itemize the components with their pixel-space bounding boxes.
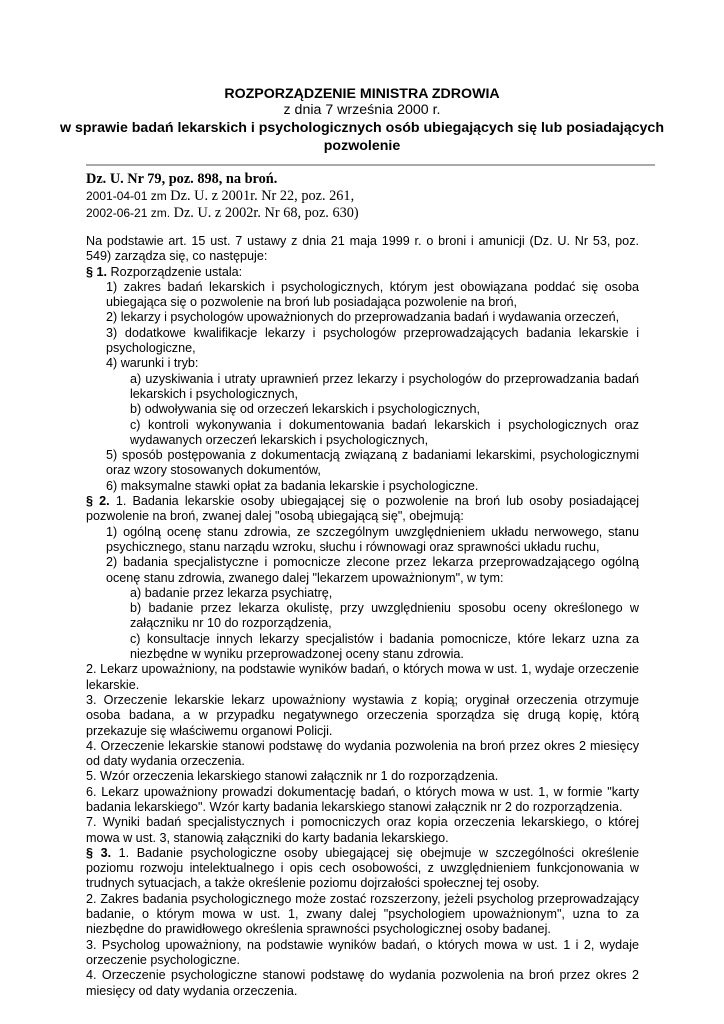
paragraph: 3. Psycholog upoważniony, na podstawie wyników badań, o których mowa w ust. 1 i 2, wydaje orzeczenie psychologiczne. bbox=[86, 937, 639, 967]
intro-paragraph: Na podstawie art. 15 ust. 7 ustawy z dnia 21 maja 1999 r. o broni i amunicji (Dz. U. Nr 53, poz. 549) zarządza się, co następuje: bbox=[86, 234, 639, 264]
amendment-2-ref: Dz. U. z 2002r. Nr 68, poz. 630) bbox=[173, 205, 359, 221]
document-subject: w sprawie badań lekarskich i psychologicznych osób ubiegających się lub posiadających pozwolenie bbox=[60, 120, 664, 154]
sub-list-item: a) badanie przez lekarza psychiatrę, bbox=[130, 585, 333, 600]
sub-list-item: c) konsultacje innych lekarzy specjalistów i badania pomocnicze, które lekarz uzna za niezbędne w wyniku przeprowadzonej oceny stanu zdrowia. bbox=[130, 631, 639, 662]
section-1-marker: § 1. bbox=[86, 264, 108, 279]
paragraph: 2. Zakres badania psychologicznego może zostać rozszerzony, jeżeli psycholog przeprowadzający badanie, o którym mowa w ust. 1, zwany dalej "psychologiem upoważnionym", uzna to za niezbędne do prawidłowego określenia sprawności psychologicznej osoby badanej. bbox=[86, 891, 639, 937]
sub-list-item: b) badanie przez lekarza okulistę, przy uwzględnieniu sposobu oceny określonego w załączniku nr 10 do rozporządzenia, bbox=[130, 601, 639, 631]
document-title: ROZPORZĄDZENIE MINISTRA ZDROWIA bbox=[224, 86, 500, 102]
list-item: 5) sposób postępowania z dokumentacją związaną z badaniami lekarskimi, psychologicznymi oraz wzory stosowanych dokumentów, bbox=[106, 448, 639, 478]
paragraph: 3. Orzeczenie lekarskie lekarz upoważniony wystawia z kopią; oryginał orzeczenia otrzymuje osoba badana, a w przypadku negatywnego orzeczenia sporządza się drugą kopię, którą przekazuje się właściwemu organowi Policji. bbox=[86, 692, 639, 738]
list-item: 4) warunki i tryb: bbox=[106, 356, 199, 371]
paragraph: 5. Wzór orzeczenia lekarskiego stanowi załącznik nr 1 do rozporządzenia. bbox=[86, 769, 499, 784]
list-item: 1) zakres badań lekarskich i psychologicznych, którym jest obowiązana poddać się osoba ubiegająca się o pozwolenie na broń lub posiadająca pozwolenie na broń, bbox=[106, 279, 639, 310]
journal-reference: Dz. U. Nr 79, poz. 898, na broń. bbox=[86, 171, 278, 187]
document-date: z dnia 7 września 2000 r. bbox=[283, 102, 441, 118]
paragraph: 2. Lekarz upoważniony, na podstawie wyników badań, o których mowa w ust. 1, wydaje orzeczenie lekarskie. bbox=[86, 662, 639, 692]
list-item: 3) dodatkowe kwalifikacje lekarzy i psychologów przeprowadzających badania lekarskie i psychologiczne, bbox=[106, 325, 639, 356]
document-body bbox=[86, 234, 639, 999]
sub-list-item: b) odwoływania się od orzeczeń lekarskich i psychologicznych, bbox=[130, 402, 480, 417]
list-item: 2) lekarzy i psychologów upoważnionych do przeprowadzania badań i wydawania orzeczeń, bbox=[106, 310, 620, 325]
paragraph: 7. Wyniki badań specjalistycznych i pomocniczych oraz kopia orzeczenia lekarskiego, o której mowa w ust. 3, stanowią załączniki do karty badania lekarskiego. bbox=[86, 815, 639, 845]
amendment-1-date: 2001-04-01 zm bbox=[86, 189, 167, 203]
section-2-marker: § 2. bbox=[86, 494, 110, 509]
section-2-lead: § 2. 1. Badania lekarskie osoby ubiegającej się o pozwolenie na broń lub osoby posiadającej pozwolenie na broń, zwanej dalej "osobą ubiegającą się", obejmują: bbox=[86, 494, 640, 524]
paragraph: 4. Orzeczenie lekarskie stanowi podstawę do wydania pozwolenia na broń przez okres 2 miesięcy od daty wydania orzeczenia. bbox=[86, 738, 639, 769]
section-1-lead: § 1. Rozporządzenie ustala: bbox=[86, 264, 243, 279]
header-divider bbox=[86, 164, 655, 166]
amendment-1-ref: Dz. U. z 2001r. Nr 22, poz. 261, bbox=[170, 188, 355, 204]
section-3-lead: § 3. 1. Badanie psychologiczne osoby ubiegającej się obejmuje w szczególności określenie poziomu rozwoju intelektualnego i opis cech osobowości, z uwzględnieniem funkcjonowania w trudnych sytuacjach, a także określenie poziomu dojrzałości społecznej tej osoby. bbox=[86, 845, 640, 891]
list-item: 6) maksymalne stawki opłat za badania lekarskie i psychologiczne. bbox=[106, 478, 479, 493]
sub-list-item: a) uzyskiwania i utraty uprawnień przez lekarzy i psychologów do przeprowadzania badań lekarskich i psychologicznych, bbox=[130, 371, 639, 401]
section-3-marker: § 3. bbox=[86, 845, 112, 860]
paragraph: 6. Lekarz upoważniony prowadzi dokumentację badań, o których mowa w ust. 1, w formie "karty badania lekarskiego". Wzór karty badania lekarskiego stanowi załącznik nr 2 do rozporządzenia. bbox=[86, 784, 639, 814]
sub-list-item: c) kontroli wykonywania i dokumentowania badań lekarskich i psychologicznych oraz wydawanych orzeczeń lekarskich i psychologicznych, bbox=[130, 417, 639, 447]
paragraph: 4. Orzeczenie psychologiczne stanowi podstawę do wydania pozwolenia na broń przez okres 2 miesięcy od daty wydania orzeczenia. bbox=[86, 968, 639, 998]
amendment-2 bbox=[86, 204, 359, 223]
amendment-2-date: 2002-06-21 zm. bbox=[86, 206, 171, 220]
list-item: 2) badania specjalistyczne i pomocnicze zlecone przez lekarza przeprowadzającego ogólną ocenę stanu zdrowia, zwanego dalej "lekarzem upoważnionym", w tym: bbox=[106, 555, 639, 585]
list-item: 1) ogólną ocenę stanu zdrowia, ze szczególnym uwzględnieniem układu nerwowego, stanu psychicznego, stanu narządu wzroku, słuchu i równowagi oraz sprawności układu ruchu, bbox=[106, 524, 639, 554]
